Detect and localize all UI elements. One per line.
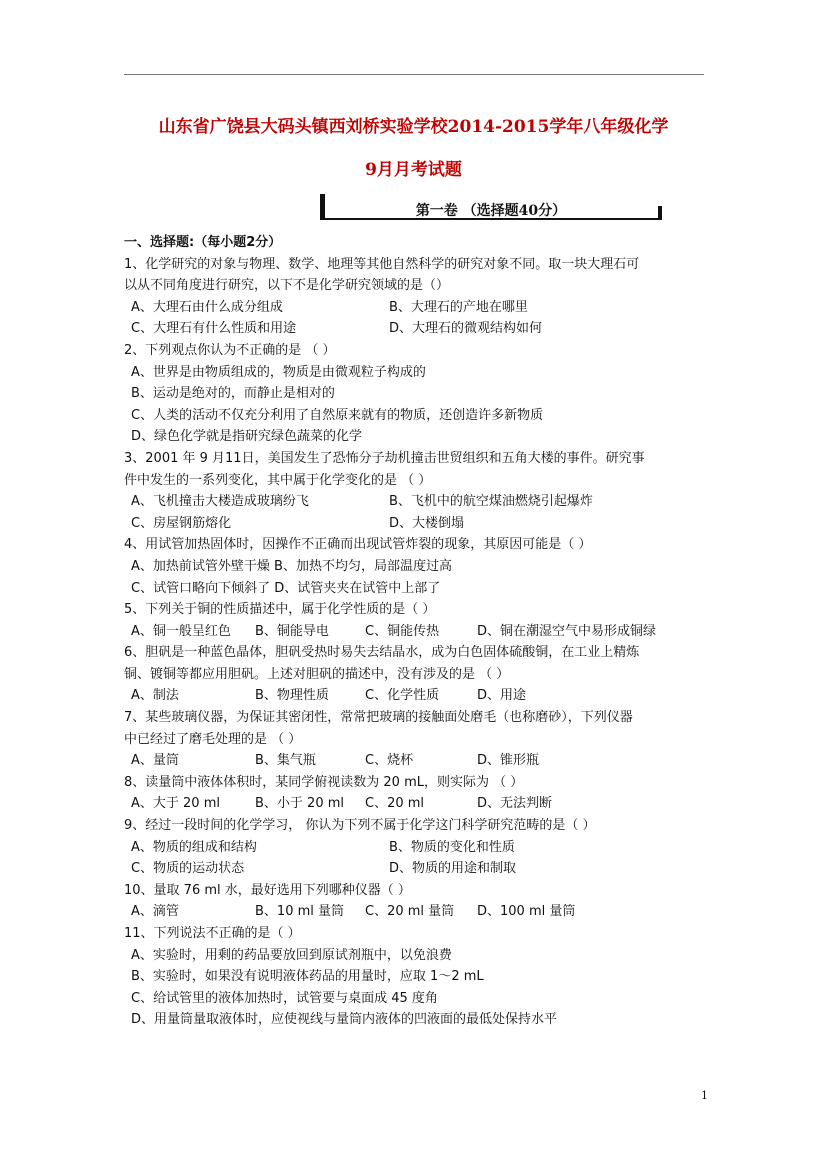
option-text: D、铜在潮湿空气中易形成铜绿: [477, 623, 657, 639]
option-text: B、10 ml 量筒: [255, 904, 345, 920]
option-text: D、绿色化学就是指研究绿色蔬菜的化学: [131, 429, 363, 445]
question-stem: 10、量取 76 ml 水，最好选用下列哪种仪器（ ）: [124, 882, 411, 898]
option-text: C、给试管里的液体加热时，试管要与桌面成 45 度角: [131, 990, 438, 1006]
option-row: [124, 1009, 709, 1031]
option-text: C、烧杯: [365, 753, 414, 769]
question-10: [124, 880, 709, 923]
option-text: A、铜一般呈红色: [131, 623, 231, 639]
question-9: [124, 815, 709, 880]
option-text: A、实验时，用剩的药品要放回到原试剂瓶中，以免浪费: [131, 947, 452, 963]
option-row: [124, 945, 709, 967]
question-stem: 8、读量筒中液体体积时，某同学俯视读数为 20 mL，则实际为 （ ）: [124, 774, 524, 790]
option-row: [124, 988, 709, 1010]
question-stem: 1、化学研究的对象与物理、数学、地理等其他自然科学的研究对象不同。取一块大理石可: [124, 256, 640, 272]
option-text: B、实验时，如果没有说明液体药品的用量时，应取 1～2 mL: [131, 969, 484, 985]
page-number: 1: [701, 1089, 708, 1102]
option-text: C、房屋钢筋熔化: [131, 515, 232, 531]
question-8: [124, 772, 709, 815]
exam-title-line1: 山东省广饶县大码头镇西刘桥实验学校2014-2015学年八年级化学: [158, 117, 669, 137]
option-text: D、锥形瓶: [477, 753, 540, 769]
section-heading: 一、选择题:（每小题2分）: [124, 235, 282, 250]
option-text: C、铜能传热: [365, 623, 440, 639]
option-row: [124, 383, 709, 405]
banner-text: 第一卷 （选择题40分）: [415, 203, 567, 219]
option-text: A、大于 20 ml: [131, 796, 220, 812]
option-row: [124, 966, 709, 988]
question-stem: 件中发生的一系列变化，其中属于化学变化的是 （ ）: [124, 472, 432, 488]
option-row: [124, 297, 709, 319]
option-text: A、飞机撞击大楼造成玻璃纷飞: [131, 494, 309, 510]
option-text: A、世界是由物质组成的，物质是由微观粒子构成的: [131, 364, 426, 380]
header-rule: [124, 74, 704, 75]
question-4: [124, 534, 709, 599]
option-row: [124, 793, 709, 815]
exam-title-line2: 9月月考试题: [365, 160, 462, 180]
option-row: [124, 750, 709, 772]
question-stem: 2、下列观点你认为不正确的是 （ ）: [124, 342, 336, 358]
option-row: [124, 578, 709, 600]
question-stem: 以从不同角度进行研究，以下不是化学研究领域的是（）: [124, 278, 450, 294]
option-text: A、加热前试管外壁干燥 B、加热不均匀，局部温度过高: [131, 558, 452, 574]
question-stem: 5、下列关于铜的性质描述中，属于化学性质的是（ ）: [124, 602, 436, 618]
question-stem: 中已经过了磨毛处理的是 （ ）: [124, 731, 302, 747]
option-text: C、试管口略向下倾斜了 D、试管夹夹在试管中上部了: [131, 580, 441, 596]
option-row: [124, 901, 709, 923]
option-text: C、物质的运动状态: [131, 861, 245, 877]
section-banner: [320, 194, 662, 220]
question-stem: 9、经过一段时间的化学学习， 你认为下列不属于化学这门科学研究范畴的是（ ）: [124, 818, 596, 834]
option-text: B、运动是绝对的，而静止是相对的: [131, 386, 335, 402]
option-row: [124, 491, 709, 513]
option-row: [124, 362, 709, 384]
option-text: D、用途: [477, 688, 527, 704]
option-text: A、滴管: [131, 904, 179, 920]
option-text: D、100 ml 量筒: [477, 904, 576, 920]
question-stem: 11、下列说法不正确的是（ ）: [124, 926, 301, 941]
option-text: B、小于 20 ml: [255, 796, 345, 812]
question-11: [124, 923, 709, 1031]
option-text: A、量筒: [131, 753, 179, 769]
option-row: [124, 318, 709, 340]
option-text: D、大楼倒塌: [389, 515, 465, 531]
option-row: [124, 556, 709, 578]
option-row: [124, 685, 709, 707]
option-row: [124, 621, 709, 643]
option-row: [124, 405, 709, 427]
option-text: B、大理石的产地在哪里: [389, 299, 528, 315]
option-text: D、大理石的微观结构如何: [389, 321, 543, 337]
question-3: [124, 448, 709, 534]
question-stem: 6、胆矾是一种蓝色晶体，胆矾受热时易失去结晶水，成为白色固体硫酸铜，在工业上精炼: [124, 645, 640, 661]
question-stem: 3、2001 年 9 月11日，美国发生了恐怖分子劫机撞击世贸组织和五角大楼的事件。研究事: [124, 450, 645, 466]
option-row: [124, 837, 709, 859]
option-text: B、物理性质: [255, 688, 329, 704]
option-text: C、20 ml: [365, 796, 425, 812]
option-text: A、大理石由什么成分组成: [131, 299, 283, 315]
question-stem: 铜、镀铜等都应用胆矾。上述对胆矾的描述中，没有涉及的是 （ ）: [124, 666, 510, 682]
option-text: A、物质的组成和结构: [131, 839, 257, 855]
option-row: [124, 426, 709, 448]
option-text: C、化学性质: [365, 688, 440, 704]
option-row: [124, 513, 709, 535]
option-row: [124, 858, 709, 880]
question-stem: 4、用试管加热固体时，因操作不正确而出现试管炸裂的现象，其原因可能是（ ）: [124, 537, 592, 553]
question-5: [124, 599, 709, 642]
option-text: D、无法判断: [477, 796, 553, 812]
option-text: C、人类的活动不仅充分利用了自然原来就有的物质，还创造许多新物质: [131, 407, 544, 423]
question-2: [124, 340, 709, 448]
question-6: [124, 642, 709, 707]
option-text: B、铜能导电: [255, 623, 329, 639]
question-stem: 7、某些玻璃仪器，为保证其密闭性，常常把玻璃的接触面处磨毛（也称磨砂），下列仪器: [124, 710, 633, 726]
option-text: C、大理石有什么性质和用途: [131, 321, 297, 337]
option-text: B、飞机中的航空煤油燃烧引起爆炸: [389, 494, 593, 510]
option-text: A、制法: [131, 688, 179, 704]
option-text: D、用量筒量取液体时，应使视线与量筒内液体的凹液面的最低处保持水平: [131, 1012, 558, 1028]
option-text: B、物质的变化和性质: [389, 839, 515, 855]
option-text: D、物质的用途和制取: [389, 861, 517, 877]
option-text: C、20 ml 量筒: [365, 904, 455, 920]
question-list: [124, 232, 709, 1031]
option-text: B、集气瓶: [255, 753, 316, 769]
question-1: [124, 254, 709, 340]
question-7: [124, 707, 709, 772]
